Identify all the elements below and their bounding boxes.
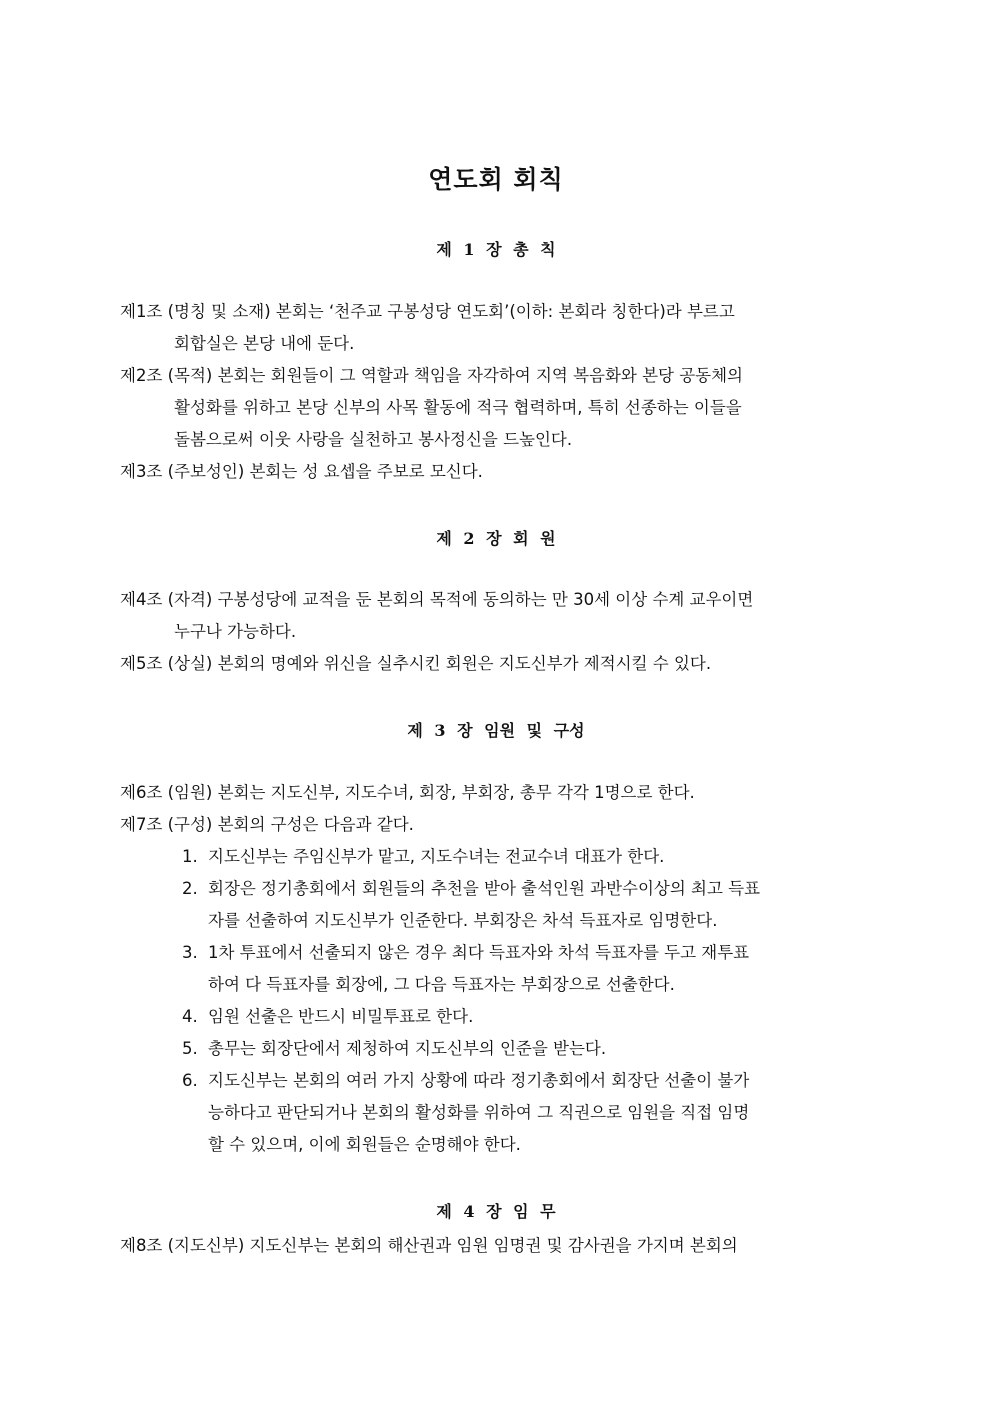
- chapter-4-heading: 제 4 장 임 무: [436, 1202, 556, 1221]
- list-item-line: 능하다고 판단되거나 본회의 활성화를 위하여 그 직권으로 임원을 직접 임명: [208, 1103, 750, 1122]
- article-2-line-2: 활성화를 위하고 본당 신부의 사목 활동에 적극 협력하며, 특히 선종하는 이들을: [174, 398, 742, 417]
- document-title: 연도회 회칙: [428, 165, 564, 194]
- list-item-line: 지도신부는 주임신부가 맡고, 지도수녀는 전교수녀 대표가 한다.: [208, 847, 665, 866]
- article-4-line-1: 제4조 (자격) 구봉성당에 교적을 둔 본회의 목적에 동의하는 만 30세 이상 수계 교우이면: [120, 590, 754, 609]
- list-item-line: 할 수 있으며, 이에 회원들은 순명해야 한다.: [208, 1135, 521, 1154]
- list-item-line: 1차 투표에서 선출되지 않은 경우 최다 득표자와 차석 득표자를 두고 재투표: [208, 943, 750, 962]
- article-1-line-2: 회합실은 본당 내에 둔다.: [174, 334, 355, 353]
- list-item-number: 2.: [182, 879, 198, 898]
- article-3-line-1: 제3조 (주보성인) 본회는 성 요셉을 주보로 모신다.: [120, 462, 483, 481]
- article-7-line-1: 제7조 (구성) 본회의 구성은 다음과 같다.: [120, 815, 414, 834]
- list-item-line: 회장은 정기총회에서 회원들의 추천을 받아 출석인원 과반수이상의 최고 득표: [208, 879, 761, 898]
- article-2-line-3: 돌봄으로써 이웃 사랑을 실천하고 봉사정신을 드높인다.: [174, 430, 573, 449]
- article-2-line-1: 제2조 (목적) 본회는 회원들이 그 역할과 책임을 자각하여 지역 복음화와 본당 공동체의: [120, 366, 743, 385]
- list-item-number: 3.: [182, 943, 198, 962]
- list-item-line: 자를 선출하여 지도신부가 인준한다. 부회장은 차석 득표자로 임명한다.: [208, 911, 718, 930]
- article-1-line-1: 제1조 (명칭 및 소재) 본회는 ‘천주교 구봉성당 연도회’(이하: 본회라 칭한다)라 부르고: [120, 302, 735, 321]
- list-item-number: 1.: [182, 847, 198, 866]
- list-item-line: 임원 선출은 반드시 비밀투표로 한다.: [208, 1007, 474, 1026]
- list-item-number: 6.: [182, 1071, 198, 1090]
- list-item-line: 지도신부는 본회의 여러 가지 상황에 따라 정기총회에서 회장단 선출이 불가: [208, 1071, 750, 1090]
- list-item-number: 5.: [182, 1039, 198, 1058]
- list-item-line: 하여 다 득표자를 회장에, 그 다음 득표자는 부회장으로 선출한다.: [208, 975, 675, 994]
- chapter-2-heading: 제 2 장 회 원: [436, 529, 556, 548]
- list-item-number: 4.: [182, 1007, 198, 1026]
- article-8-line-1: 제8조 (지도신부) 지도신부는 본회의 해산권과 임원 임명권 및 감사권을 가지며 본회의: [120, 1236, 738, 1255]
- chapter-3-heading: 제 3 장 임원 및 구성: [407, 721, 585, 740]
- article-6-line-1: 제6조 (임원) 본회는 지도신부, 지도수녀, 회장, 부회장, 총무 각각 1명으로 한다.: [120, 783, 695, 802]
- article-4-line-2: 누구나 가능하다.: [174, 622, 297, 641]
- article-5-line-1: 제5조 (상실) 본회의 명예와 위신을 실추시킨 회원은 지도신부가 제적시킬 수 있다.: [120, 654, 712, 673]
- chapter-1-heading: 제 1 장 총 칙: [436, 240, 556, 259]
- list-item-line: 총무는 회장단에서 제청하여 지도신부의 인준을 받는다.: [208, 1039, 607, 1058]
